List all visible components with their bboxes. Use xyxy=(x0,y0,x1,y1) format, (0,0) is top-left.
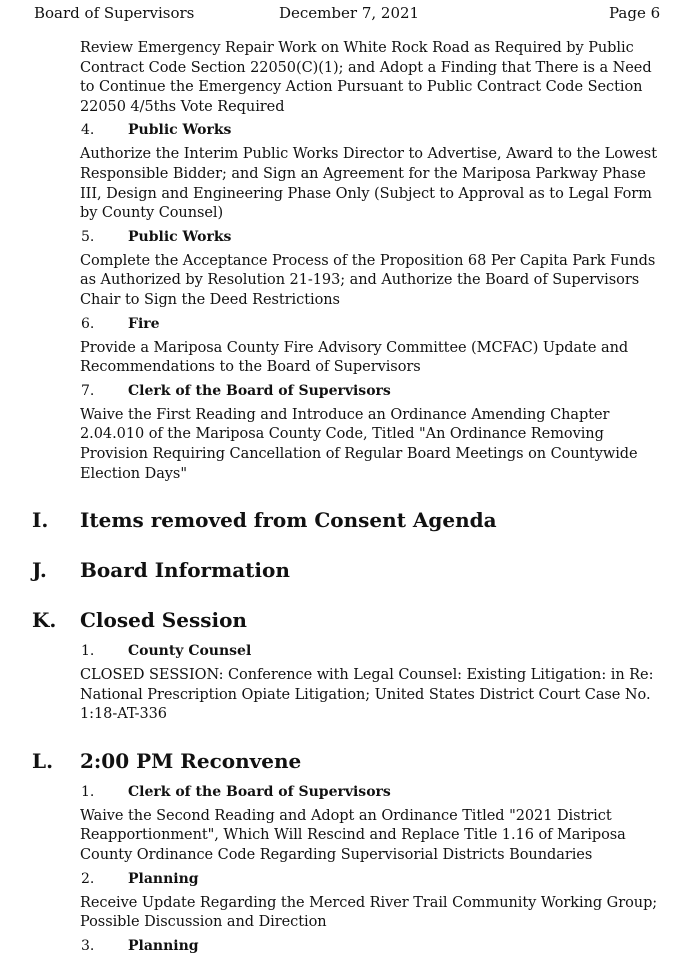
page-header xyxy=(0,4,680,24)
section-heading-k xyxy=(32,608,666,634)
consent-item xyxy=(80,121,666,223)
section-title: Items removed from Consent Agenda xyxy=(80,508,497,533)
reconvene-item xyxy=(80,937,666,956)
item-description: Receive Update Regarding the Merced River Trail Community Working Group; Possible Discussion and Direction xyxy=(80,894,658,931)
section-letter: K. xyxy=(32,608,57,633)
header-date: December 7, 2021 xyxy=(279,4,420,22)
header-board-name: Board of Supervisors xyxy=(34,4,195,22)
item-heading xyxy=(80,937,666,956)
item-3-description: Review Emergency Repair Work on White Rock Road as Required by Public Contract Code Section 22050(C)(1); and Adopt a Finding that There is a Need to Continue the Emergency Action Pursuant to Public Contract Code Section 22050 4/5ths Vote Required xyxy=(80,40,652,115)
agenda-content xyxy=(32,39,666,961)
item-department: Public Works xyxy=(128,122,232,139)
consent-item xyxy=(80,382,666,484)
item-number: 5. xyxy=(81,228,95,245)
item-number: 2. xyxy=(81,870,95,887)
reconvene-item xyxy=(80,870,666,933)
item-department: County Counsel xyxy=(128,643,252,660)
section-title: Board Information xyxy=(80,558,290,583)
section-heading-l xyxy=(32,748,666,775)
item-number: 3. xyxy=(81,937,95,954)
item-description: Complete the Acceptance Process of the Proposition 68 Per Capita Park Funds as Authorized by Resolution 21-193; and Authorize the Board of Supervisors Chair to Sign the Deed Restrictions xyxy=(80,252,656,308)
item-heading xyxy=(80,783,666,802)
item-heading xyxy=(80,228,666,247)
section-title: Closed Session xyxy=(80,608,247,633)
section-letter: J. xyxy=(32,558,47,583)
consent-item xyxy=(80,228,666,311)
consent-item xyxy=(80,315,666,378)
section-title: 2:00 PM Reconvene xyxy=(80,748,302,773)
item-number: 6. xyxy=(81,315,95,332)
section-letter: L. xyxy=(32,748,54,773)
item-department: Clerk of the Board of Supervisors xyxy=(128,382,391,399)
item-description: Waive the Second Reading and Adopt an Ordinance Titled "2021 District Reapportionment", Which Will Rescind and Replace Title 1.16 of Mariposa County Ordinance Code Regarding Supervisorial Districts Boundaries xyxy=(80,807,626,864)
section-heading-j xyxy=(32,558,666,584)
item-number: 7. xyxy=(81,382,95,399)
item-number: 1. xyxy=(81,783,95,800)
item-description: Authorize the Interim Public Works Director to Advertise, Award to the Lowest Responsible Bidder; and Sign an Agreement for the Mariposa Parkway Phase III, Design and Engineering Phase Only (Subject to Approval as to Legal Form by County Counsel) xyxy=(80,146,657,222)
item-heading xyxy=(80,121,666,140)
item-description: CLOSED SESSION: Conference with Legal Counsel: Existing Litigation: in Re: National Prescription Opiate Litigation; United States District Court Case No. 1:18-AT-336 xyxy=(80,667,654,723)
item-department: Planning xyxy=(128,937,199,954)
reconvene-item xyxy=(80,783,666,866)
section-letter: I. xyxy=(32,508,49,533)
item-heading xyxy=(80,315,666,334)
item-description: Provide a Mariposa County Fire Advisory Committee (MCFAC) Update and Recommendations to the Board of Supervisors xyxy=(80,339,629,376)
item-description: Waive the First Reading and Introduce an Ordinance Amending Chapter 2.04.010 of the Mariposa County Code, Titled "An Ordinance Removing Provision Requiring Cancellation of Regular Board Meetings on Countywide Election Days" xyxy=(80,406,638,482)
item-department: Fire xyxy=(128,315,160,332)
item-department: Public Works xyxy=(128,228,232,245)
section-heading-i xyxy=(32,508,666,534)
item-number: 1. xyxy=(81,643,95,660)
item-heading xyxy=(80,642,666,661)
item-department: Clerk of the Board of Supervisors xyxy=(128,783,391,800)
item-heading xyxy=(80,870,666,889)
item-number: 4. xyxy=(81,122,95,139)
item-department: Planning xyxy=(128,870,199,887)
header-page-number: Page 6 xyxy=(609,4,661,22)
closed-session-item xyxy=(80,642,666,725)
item-heading xyxy=(80,382,666,401)
